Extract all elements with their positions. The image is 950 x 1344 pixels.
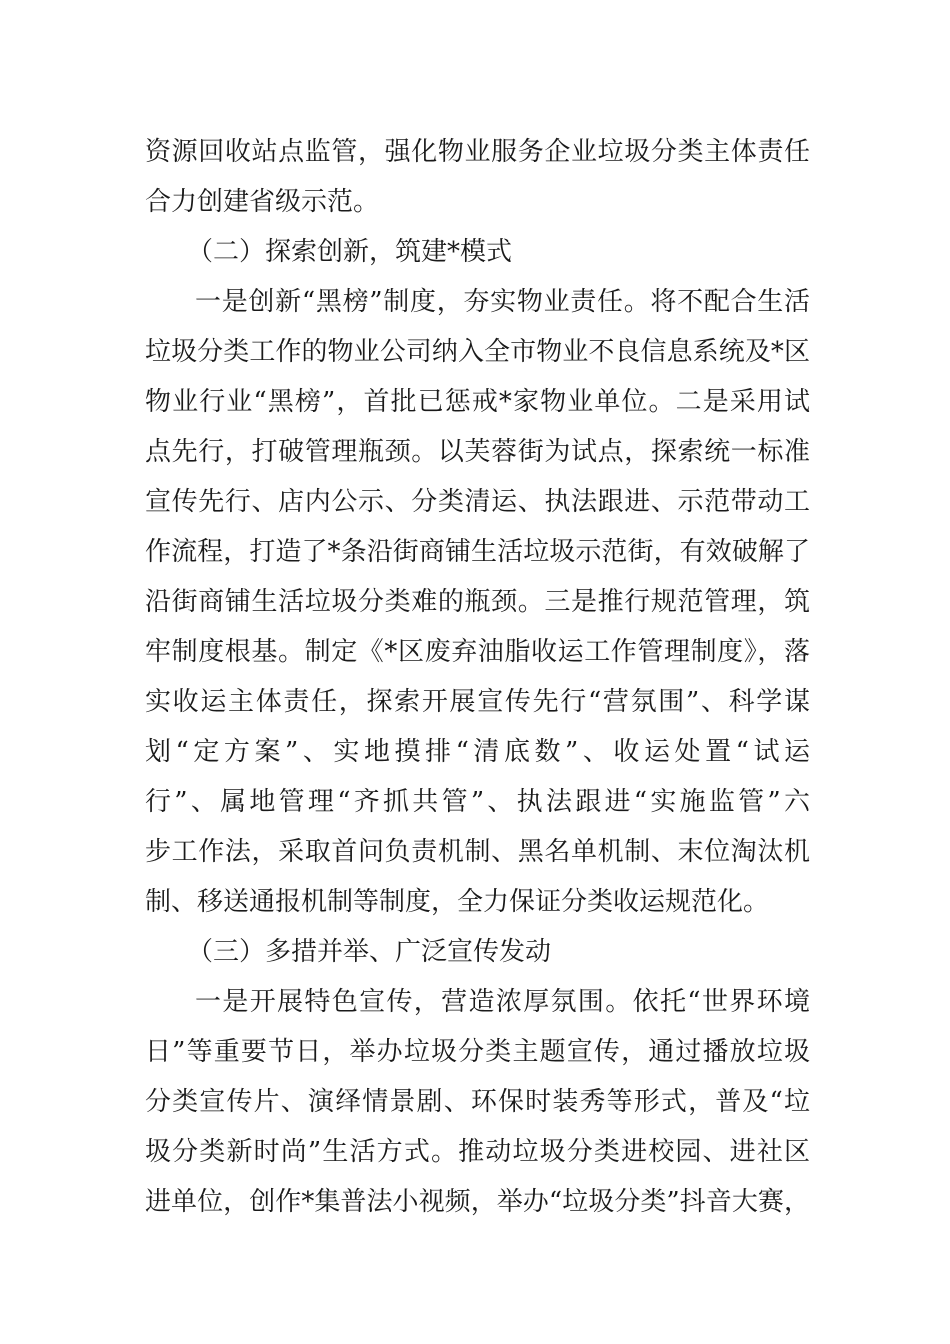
text-line: 划“定方案”、实地摸排“清底数”、收运处置“试运 xyxy=(145,737,810,767)
text-line: 圾分类新时尚”生活方式。推动垃圾分类进校园、进社区 xyxy=(145,1137,810,1167)
text-line: 进单位，创作*集普法小视频，举办“垃圾分类”抖音大赛， xyxy=(145,1187,810,1217)
text-line: 沿街商铺生活垃圾分类难的瓶颈。三是推行规范管理，筑 xyxy=(145,587,810,617)
text-line: 垃圾分类工作的物业公司纳入全市物业不良信息系统及*区 xyxy=(145,337,810,367)
text-line: 合力创建省级示范。 xyxy=(145,187,380,217)
section-heading: （二）探索创新，筑建*模式 xyxy=(187,237,513,267)
text-line: 分类宣传片、演绎情景剧、环保时装秀等形式，普及“垃 xyxy=(145,1087,810,1117)
text-line: 牢制度根基。制定《*区废弃油脂收运工作管理制度》，落 xyxy=(145,637,810,667)
text-line: 步工作法，采取首问负责机制、黑名单机制、末位淘汰机 xyxy=(145,837,810,867)
text-line: 日”等重要节日，举办垃圾分类主题宣传，通过播放垃圾 xyxy=(145,1037,810,1067)
text-line: 宣传先行、店内公示、分类清运、执法跟进、示范带动工 xyxy=(145,487,810,517)
text-line: 点先行，打破管理瓶颈。以芙蓉街为试点，探索统一标准 xyxy=(145,437,810,467)
text-line: 资源回收站点监管，强化物业服务企业垃圾分类主体责任 xyxy=(145,137,810,167)
text-line: 作流程，打造了*条沿街商铺生活垃圾示范街，有效破解了 xyxy=(145,537,810,567)
text-line: 实收运主体责任，探索开展宣传先行“营氛围”、科学谋 xyxy=(145,687,810,717)
text-line: 一是创新“黑榜”制度，夯实物业责任。将不配合生活 xyxy=(195,287,810,317)
text-line: 一是开展特色宣传，营造浓厚氛围。依托“世界环境 xyxy=(195,987,810,1017)
text-line: 物业行业“黑榜”，首批已惩戒*家物业单位。二是采用试 xyxy=(145,387,810,417)
text-line: 行”、属地管理“齐抓共管”、执法跟进“实施监管”六 xyxy=(145,787,810,817)
section-heading: （三）多措并举、广泛宣传发动 xyxy=(187,937,552,967)
text-line: 制、移送通报机制等制度，全力保证分类收运规范化。 xyxy=(145,887,770,917)
